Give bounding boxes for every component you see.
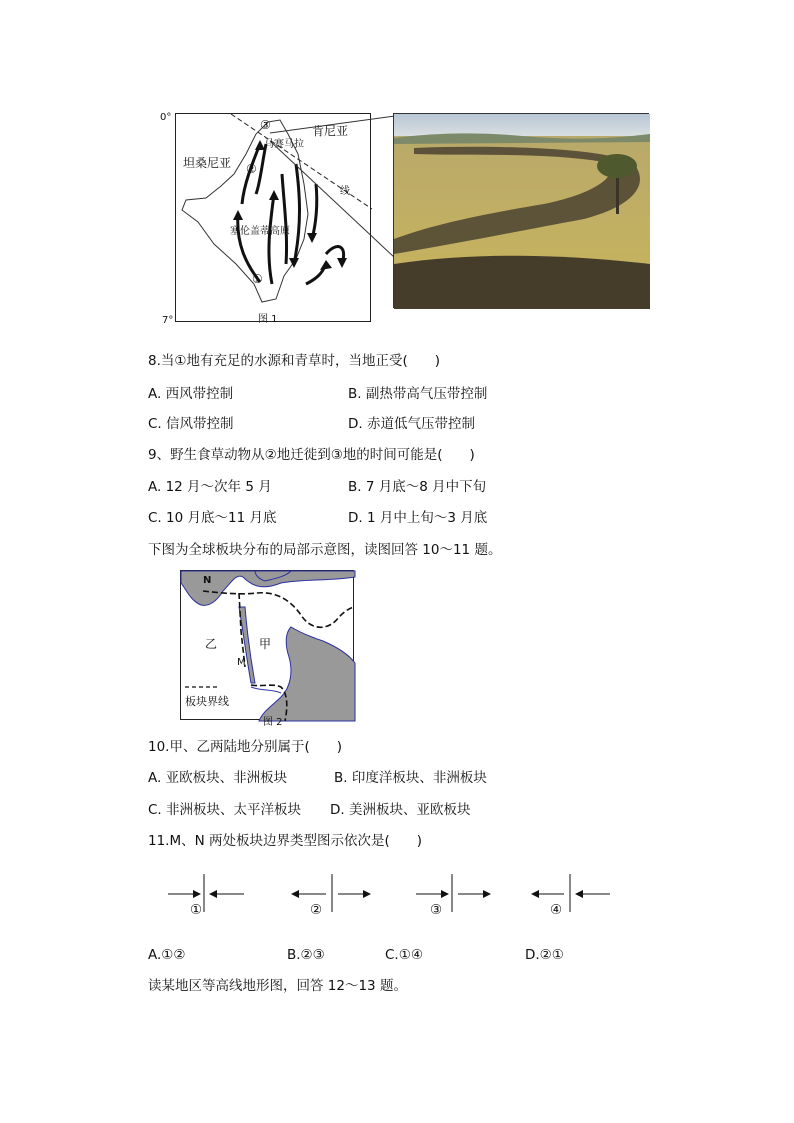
q9-option-d: D. 1 月中上旬～3 月底 xyxy=(348,510,488,526)
label-yi: 乙 xyxy=(205,637,218,651)
diagram-label-3: ③ xyxy=(430,902,443,918)
legend-plate-boundary: 板块界线 xyxy=(185,695,229,708)
q10-option-a: A. 亚欧板块、非洲板块 xyxy=(148,770,288,786)
label-n: N xyxy=(203,575,212,586)
figure2-caption: 图 2 xyxy=(263,717,283,728)
q10-option-c: C. 非洲板块、太平洋板块 xyxy=(148,802,302,818)
wildebeest-photo xyxy=(393,113,649,308)
label-line: 线 xyxy=(340,186,350,197)
diagram-label-2: ② xyxy=(310,902,323,918)
lat-label-top: 0° xyxy=(160,112,172,123)
diagram-label-4: ④ xyxy=(550,902,563,918)
label-mara: 马赛马拉 xyxy=(264,139,304,150)
q11-question: 11.M、N 两处板块边界类型图示依次是( ) xyxy=(148,833,423,849)
wildebeest-scene xyxy=(394,114,650,309)
q9-option-a: A. 12 月～次年 5 月 xyxy=(148,479,272,495)
intro-10-11: 下图为全球板块分布的局部示意图，读图回答 10～11 题。 xyxy=(148,542,502,558)
q8-option-c: C. 信风带控制 xyxy=(148,416,234,432)
q9-option-c: C. 10 月底～11 月底 xyxy=(148,510,277,526)
diagram-4 xyxy=(532,874,610,912)
q9-option-b: B. 7 月底～8 月中下旬 xyxy=(348,479,487,495)
label-kenya: 肯尼亚 xyxy=(312,124,349,138)
label-tanzania: 坦桑尼亚 xyxy=(183,156,232,170)
label-serengeti: 塞伦盖蒂高原 xyxy=(230,226,290,237)
diagram-3 xyxy=(416,874,490,912)
label-m: M xyxy=(237,657,246,668)
plate-map xyxy=(180,570,354,728)
intro-12-13: 读某地区等高线地形图，回答 12～13 题。 xyxy=(148,978,407,994)
lat-label-bottom: 7° xyxy=(162,315,174,326)
marker-2: ② xyxy=(246,162,257,176)
q11-option-a: A.①② xyxy=(148,947,186,963)
diagram-2 xyxy=(292,874,370,912)
q8-option-b: B. 副热带高气压带控制 xyxy=(348,386,488,402)
q9-question: 9、野生食草动物从②地迁徙到③地的时间可能是( ) xyxy=(148,447,475,463)
label-jia: 甲 xyxy=(259,637,272,651)
q10-option-d: D. 美洲板块、亚欧板块 xyxy=(330,802,471,818)
q8-question: 8.当①地有充足的水源和青草时，当地正受( ) xyxy=(148,353,441,369)
q10-question: 10.甲、乙两陆地分别属于( ) xyxy=(148,739,343,755)
q8-option-d: D. 赤道低气压带控制 xyxy=(348,416,475,432)
diagram-1 xyxy=(168,874,244,912)
callout-lines xyxy=(260,113,400,263)
boundary-diagrams xyxy=(160,870,620,930)
q11-option-c: C.①④ xyxy=(385,947,423,963)
q11-option-b: B.②③ xyxy=(287,947,325,963)
marker-3: ③ xyxy=(260,118,271,132)
marker-1: ① xyxy=(252,272,263,286)
q8-option-a: A. 西风带控制 xyxy=(148,386,234,402)
q11-option-d: D.②① xyxy=(525,947,564,963)
diagram-label-1: ① xyxy=(190,902,203,918)
q10-option-b: B. 印度洋板块、非洲板块 xyxy=(334,770,487,786)
figure1-caption: 图 1 xyxy=(258,314,278,325)
